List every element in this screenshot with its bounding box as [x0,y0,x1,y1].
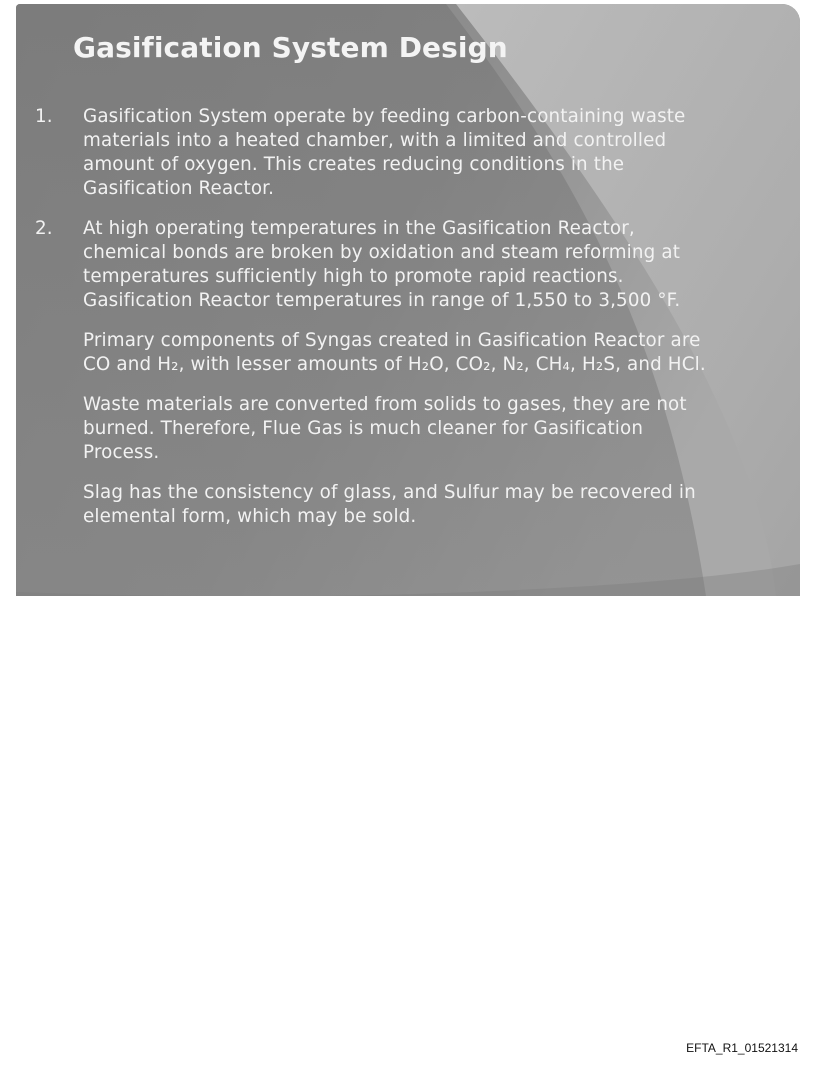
slide-title: Gasification System Design [73,31,508,64]
slide [16,4,800,596]
text-line: materials into a heated chamber, with a limited and controlled [83,130,667,151]
text-line: At high operating temperatures in the Gasification Reactor, [83,218,635,239]
document-id: EFTA_R1_01521314 [686,1041,798,1055]
text-line: temperatures sufficiently high to promote rapid reactions. [83,266,624,287]
paragraph-3 [24,329,796,377]
paragraph-2 [24,217,796,313]
text-line: chemical bonds are broken by oxidation and steam reforming at [83,242,681,263]
text-line: Waste materials are converted from solids to gases, they are not [83,394,687,415]
text-line: elemental form, which may be sold. [83,506,417,527]
paragraph-1 [24,105,796,201]
list-number: 1. [35,106,53,127]
paragraph-5 [24,481,796,529]
text-line: burned. Therefore, Flue Gas is much cleaner for Gasification [83,418,644,439]
text-line: Gasification Reactor temperatures in range of 1,550 to 3,500 °F. [83,290,681,311]
text-line: Slag has the consistency of glass, and Sulfur may be recovered in [83,482,696,503]
text-line: Gasification System operate by feeding carbon-containing waste [83,106,686,127]
paragraph-4 [24,393,796,465]
text-line: Gasification Reactor. [83,178,275,199]
list-number: 2. [35,218,53,239]
text-line: amount of oxygen. This creates reducing conditions in the [83,154,625,175]
slide-content [24,105,796,545]
text-line: Primary components of Syngas created in Gasification Reactor are [83,330,701,351]
text-line: Process. [83,442,160,463]
text-line: CO and H₂, with lesser amounts of H₂O, CO₂, N₂, CH₄, H₂S, and HCl. [83,354,706,375]
